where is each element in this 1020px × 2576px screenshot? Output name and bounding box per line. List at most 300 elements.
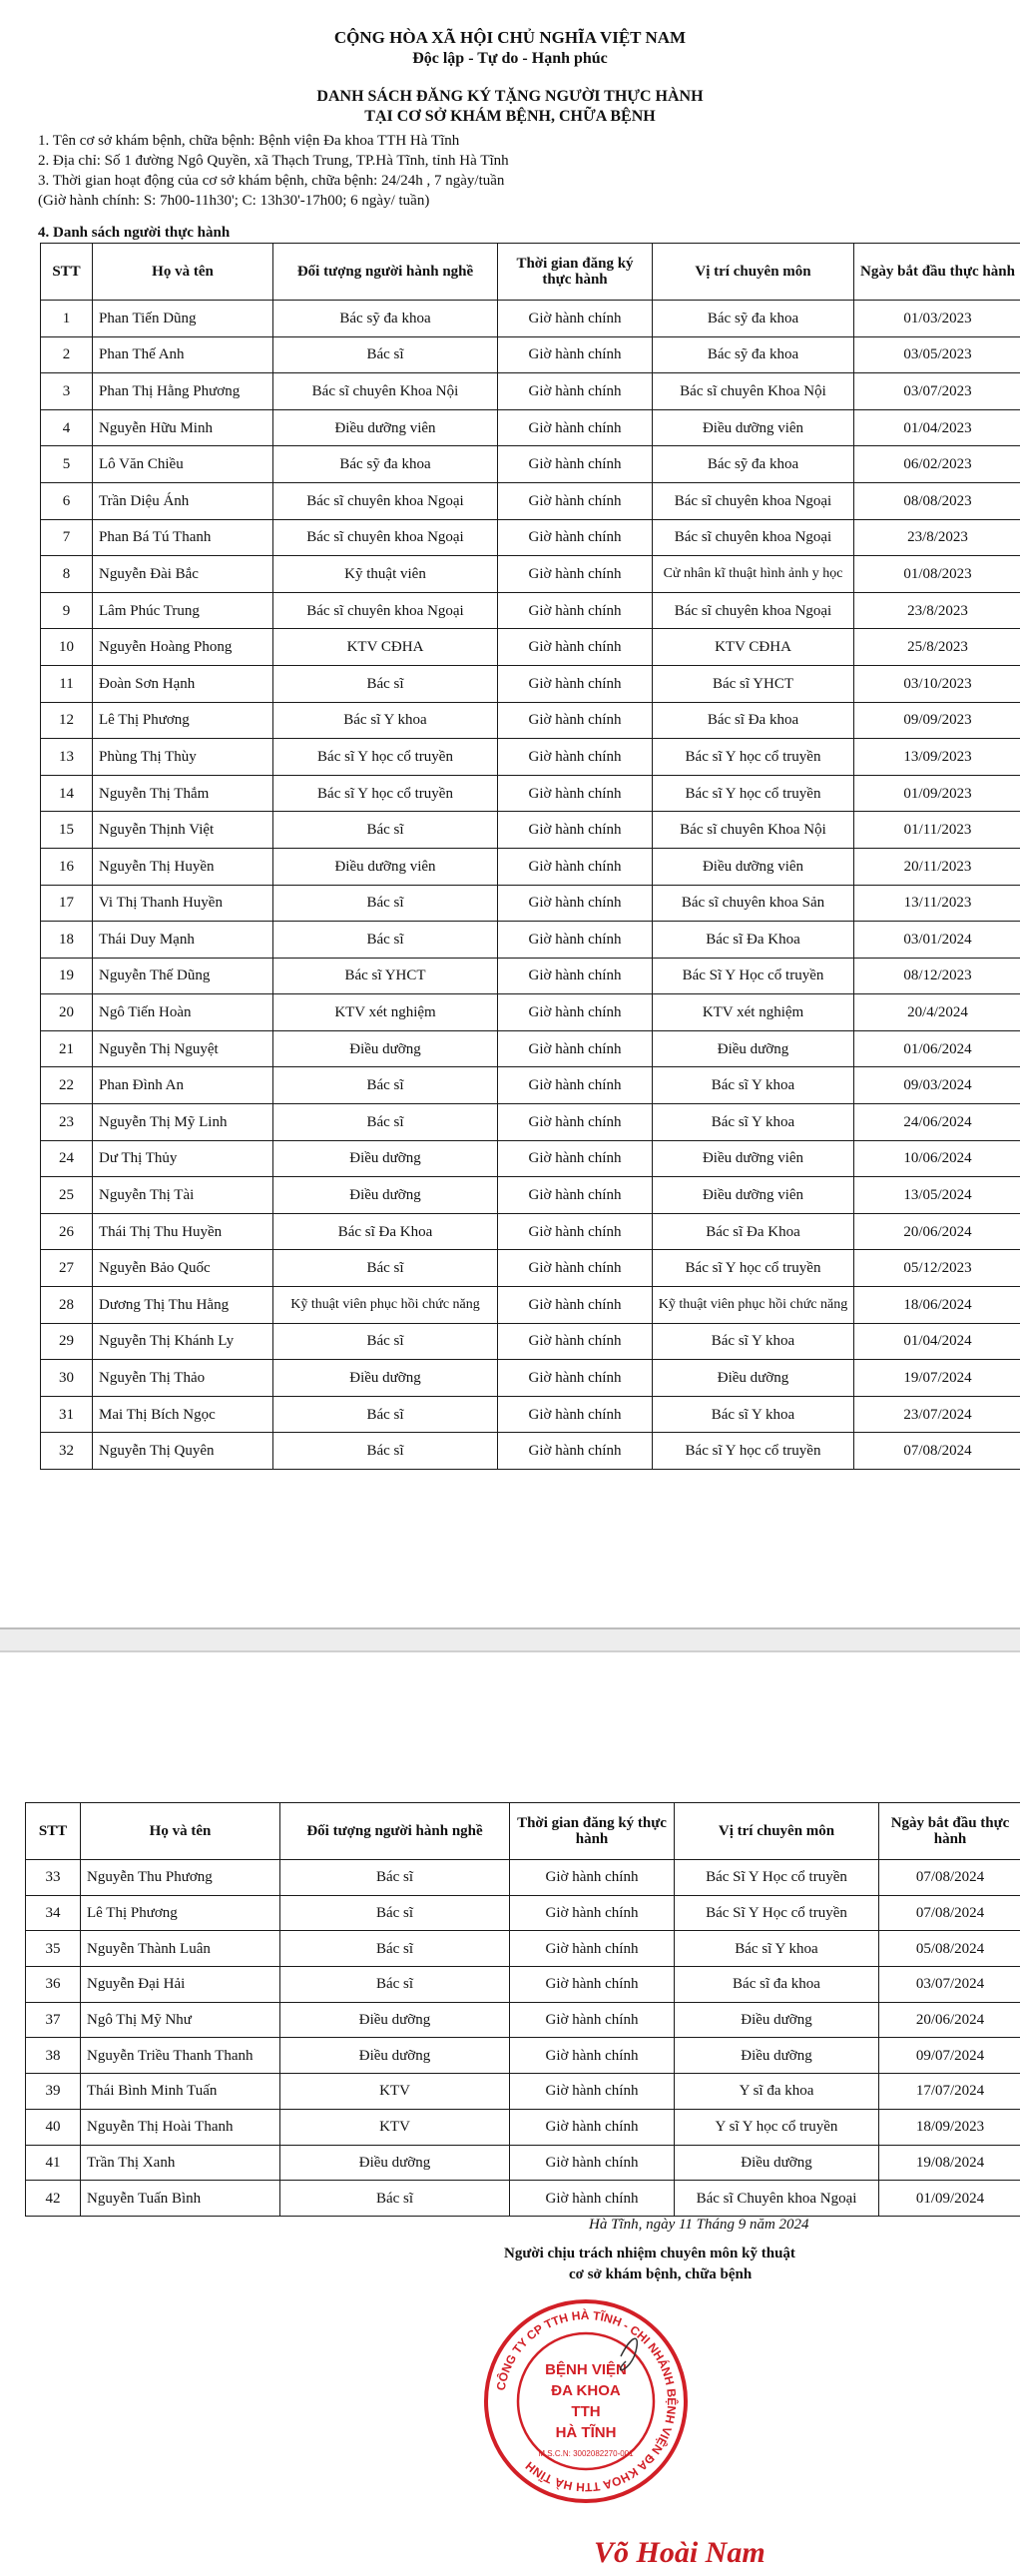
- table-row: [26, 2038, 1020, 2074]
- cell-position: Bác sĩ chuyên Khoa Nội: [653, 812, 854, 849]
- cell-reg-time: Giờ hành chính: [498, 775, 653, 812]
- cell-start-date: 01/06/2024: [854, 1030, 1020, 1067]
- cell-position: Bác sĩ Y khoa: [675, 1931, 879, 1967]
- cell-name: Nguyễn Thế Dũng: [93, 958, 273, 994]
- cell-position: Cử nhân kĩ thuật hình ảnh y học: [653, 556, 854, 593]
- cell-name: Mai Thị Bích Ngọc: [93, 1396, 273, 1433]
- facility-address-line: 2. Địa chỉ: Số 1 đường Ngô Quyền, xã Thạch Trung, TP.Hà Tĩnh, tỉnh Hà Tĩnh: [38, 153, 509, 169]
- cell-subject: KTV: [280, 2074, 510, 2110]
- cell-position: Bác sĩ Đa Khoa: [653, 922, 854, 959]
- cell-subject: Kỹ thuật viên phục hồi chức năng: [273, 1287, 498, 1324]
- signatory-role-line1: Người chịu trách nhiệm chuyên môn kỹ thuật: [504, 2246, 795, 2261]
- cell-subject: Bác sĩ: [280, 1860, 510, 1896]
- cell-start-date: 03/10/2023: [854, 665, 1020, 702]
- cell-start-date: 23/8/2023: [854, 519, 1020, 556]
- cell-reg-time: Giờ hành chính: [510, 2038, 675, 2074]
- cell-subject: Bác sĩ: [280, 1931, 510, 1967]
- table-row: [41, 373, 1020, 410]
- cell-subject: Bác sĩ: [273, 922, 498, 959]
- cell-position: Bác sĩ Y học cổ truyền: [653, 739, 854, 776]
- section-heading: 4. Danh sách người thực hành: [38, 225, 231, 241]
- cell-name: Phùng Thị Thùy: [93, 739, 273, 776]
- table-row: [41, 1433, 1020, 1470]
- cell-reg-time: Giờ hành chính: [498, 1067, 653, 1104]
- cell-subject: Điều dưỡng: [273, 1360, 498, 1397]
- table-row: [26, 2109, 1020, 2145]
- cell-position: Điều dưỡng viên: [653, 1177, 854, 1214]
- cell-subject: Bác sĩ YHCT: [273, 958, 498, 994]
- cell-reg-time: Giờ hành chính: [510, 1967, 675, 2003]
- cell-stt: 12: [41, 702, 93, 739]
- table-row: [26, 1895, 1020, 1931]
- cell-subject: Bác sĩ chuyên khoa Ngoại: [273, 592, 498, 629]
- cell-position: Bác sĩ YHCT: [653, 665, 854, 702]
- cell-name: Nguyễn Bảo Quốc: [93, 1250, 273, 1287]
- cell-stt: 21: [41, 1030, 93, 1067]
- table-row: [26, 2074, 1020, 2110]
- cell-start-date: 01/09/2024: [879, 2181, 1020, 2217]
- cell-stt: 14: [41, 775, 93, 812]
- cell-name: Ngô Thị Mỹ Như: [81, 2002, 280, 2038]
- cell-subject: Điều dưỡng: [280, 2002, 510, 2038]
- cell-start-date: 03/07/2023: [854, 373, 1020, 410]
- cell-subject: KTV CĐHA: [273, 629, 498, 666]
- col-header-reg-time: Thời gian đăng ký thực hành: [510, 1803, 675, 1860]
- table-row: [26, 1860, 1020, 1896]
- table-header-row: [26, 1803, 1020, 1860]
- cell-start-date: 17/07/2024: [879, 2074, 1020, 2110]
- cell-subject: KTV: [280, 2109, 510, 2145]
- cell-position: Điều dưỡng: [653, 1030, 854, 1067]
- stamp-text-3: TTH: [571, 2403, 601, 2420]
- cell-stt: 5: [41, 446, 93, 483]
- cell-name: Nguyễn Thị Huyền: [93, 848, 273, 885]
- cell-subject: Điều dưỡng: [273, 1030, 498, 1067]
- cell-name: Phan Thế Anh: [93, 336, 273, 373]
- cell-start-date: 18/06/2024: [854, 1287, 1020, 1324]
- cell-position: Bác sĩ Y khoa: [653, 1104, 854, 1141]
- cell-start-date: 09/07/2024: [879, 2038, 1020, 2074]
- cell-stt: 6: [41, 482, 93, 519]
- cell-position: Bác sĩ chuyên khoa Ngoại: [653, 482, 854, 519]
- cell-start-date: 23/8/2023: [854, 592, 1020, 629]
- cell-position: Y sĩ đa khoa: [675, 2074, 879, 2110]
- cell-start-date: 08/08/2023: [854, 482, 1020, 519]
- table-row: [41, 482, 1020, 519]
- cell-reg-time: Giờ hành chính: [510, 2074, 675, 2110]
- cell-name: Nguyễn Hoàng Phong: [93, 629, 273, 666]
- cell-start-date: 07/08/2024: [879, 1860, 1020, 1896]
- cell-position: Bác sỹ đa khoa: [653, 446, 854, 483]
- cell-stt: 19: [41, 958, 93, 994]
- table-row: [41, 1177, 1020, 1214]
- cell-name: Thái Duy Mạnh: [93, 922, 273, 959]
- cell-start-date: 03/05/2023: [854, 336, 1020, 373]
- cell-stt: 36: [26, 1967, 81, 2003]
- table-row: [41, 409, 1020, 446]
- cell-start-date: 07/08/2024: [854, 1433, 1020, 1470]
- cell-name: Nguyễn Thành Luân: [81, 1931, 280, 1967]
- cell-name: Nguyễn Thị Tài: [93, 1177, 273, 1214]
- cell-stt: 41: [26, 2145, 81, 2181]
- cell-start-date: 01/08/2023: [854, 556, 1020, 593]
- table-row: [41, 629, 1020, 666]
- cell-reg-time: Giờ hành chính: [498, 1360, 653, 1397]
- col-header-position: Vị trí chuyên môn: [653, 244, 854, 301]
- cell-position: KTV CĐHA: [653, 629, 854, 666]
- cell-stt: 37: [26, 2002, 81, 2038]
- cell-start-date: 20/4/2024: [854, 994, 1020, 1031]
- cell-name: Lô Văn Chiều: [93, 446, 273, 483]
- cell-subject: Bác sỹ đa khoa: [273, 446, 498, 483]
- table-row: [41, 519, 1020, 556]
- cell-subject: Bác sĩ Y học cổ truyền: [273, 739, 498, 776]
- cell-reg-time: Giờ hành chính: [510, 1860, 675, 1896]
- cell-reg-time: Giờ hành chính: [498, 409, 653, 446]
- cell-stt: 15: [41, 812, 93, 849]
- cell-name: Thái Bình Minh Tuấn: [81, 2074, 280, 2110]
- col-header-start-date: Ngày bắt đầu thực hành: [879, 1803, 1020, 1860]
- cell-name: Nguyễn Đài Bắc: [93, 556, 273, 593]
- col-header-position: Vị trí chuyên môn: [675, 1803, 879, 1860]
- cell-start-date: 13/11/2023: [854, 885, 1020, 922]
- cell-start-date: 06/02/2023: [854, 446, 1020, 483]
- cell-start-date: 01/04/2024: [854, 1323, 1020, 1360]
- cell-position: Bác sỹ đa khoa: [653, 336, 854, 373]
- cell-stt: 33: [26, 1860, 81, 1896]
- stamp-text-1: BỆNH VIỆN: [545, 2361, 627, 2378]
- cell-position: Kỹ thuật viên phục hồi chức năng: [653, 1287, 854, 1324]
- cell-reg-time: Giờ hành chính: [498, 739, 653, 776]
- table-row: [41, 1140, 1020, 1177]
- cell-subject: Điều dưỡng viên: [273, 848, 498, 885]
- col-header-name: Họ và tên: [93, 244, 273, 301]
- cell-reg-time: Giờ hành chính: [498, 556, 653, 593]
- cell-name: Dương Thị Thu Hằng: [93, 1287, 273, 1324]
- signatory-role-line2: cơ sở khám bệnh, chữa bệnh: [569, 2266, 753, 2282]
- table-row: [41, 739, 1020, 776]
- cell-name: Nguyễn Tuấn Bình: [81, 2181, 280, 2217]
- cell-start-date: 13/09/2023: [854, 739, 1020, 776]
- cell-reg-time: Giờ hành chính: [498, 1250, 653, 1287]
- cell-name: Nguyễn Thị Thảo: [93, 1360, 273, 1397]
- cell-reg-time: Giờ hành chính: [510, 2181, 675, 2217]
- cell-start-date: 20/06/2024: [854, 1213, 1020, 1250]
- cell-stt: 40: [26, 2109, 81, 2145]
- cell-start-date: 01/11/2023: [854, 812, 1020, 849]
- cell-position: Điều dưỡng: [675, 2145, 879, 2181]
- cell-start-date: 08/12/2023: [854, 958, 1020, 994]
- cell-start-date: 20/06/2024: [879, 2002, 1020, 2038]
- cell-reg-time: Giờ hành chính: [498, 1323, 653, 1360]
- cell-name: Phan Thị Hằng Phương: [93, 373, 273, 410]
- cell-stt: 32: [41, 1433, 93, 1470]
- cell-reg-time: Giờ hành chính: [498, 665, 653, 702]
- table-row: [41, 1287, 1020, 1324]
- cell-stt: 20: [41, 994, 93, 1031]
- table-row: [41, 446, 1020, 483]
- cell-reg-time: Giờ hành chính: [498, 1433, 653, 1470]
- cell-reg-time: Giờ hành chính: [498, 1213, 653, 1250]
- cell-stt: 16: [41, 848, 93, 885]
- cell-name: Phan Đình An: [93, 1067, 273, 1104]
- cell-start-date: 03/01/2024: [854, 922, 1020, 959]
- cell-reg-time: Giờ hành chính: [498, 922, 653, 959]
- cell-position: Bác sĩ Đa Khoa: [653, 1213, 854, 1250]
- cell-stt: 23: [41, 1104, 93, 1141]
- working-hours-note: (Giờ hành chính: S: 7h00-11h30'; C: 13h30'-17h00; 6 ngày/ tuần): [38, 193, 430, 209]
- cell-name: Trần Thị Xanh: [81, 2145, 280, 2181]
- cell-subject: Bác sĩ: [280, 1967, 510, 2003]
- cell-name: Trần Diệu Ánh: [93, 482, 273, 519]
- cell-subject: Điều dưỡng: [280, 2145, 510, 2181]
- cell-reg-time: Giờ hành chính: [498, 1287, 653, 1324]
- signature-date: Hà Tĩnh, ngày 11 Tháng 9 năm 2024: [589, 2217, 809, 2233]
- table-row: [41, 556, 1020, 593]
- cell-reg-time: Giờ hành chính: [498, 994, 653, 1031]
- table-row: [26, 2181, 1020, 2217]
- cell-reg-time: Giờ hành chính: [510, 2109, 675, 2145]
- cell-stt: 10: [41, 629, 93, 666]
- cell-stt: 30: [41, 1360, 93, 1397]
- cell-reg-time: Giờ hành chính: [498, 1396, 653, 1433]
- table-row: [41, 812, 1020, 849]
- cell-subject: Bác sĩ: [273, 1104, 498, 1141]
- document-title-line2: TẠI CƠ SỞ KHÁM BỆNH, CHỮA BỆNH: [364, 108, 656, 125]
- cell-position: KTV xét nghiệm: [653, 994, 854, 1031]
- cell-stt: 25: [41, 1177, 93, 1214]
- table-row: [41, 848, 1020, 885]
- cell-start-date: 18/09/2023: [879, 2109, 1020, 2145]
- cell-name: Nguyễn Thu Phương: [81, 1860, 280, 1896]
- cell-reg-time: Giờ hành chính: [510, 2002, 675, 2038]
- cell-subject: Bác sĩ: [273, 1067, 498, 1104]
- cell-position: Bác sĩ Y học cổ truyền: [653, 1433, 854, 1470]
- table-row: [41, 1030, 1020, 1067]
- cell-subject: Bác sĩ: [280, 1895, 510, 1931]
- table-row: [41, 1250, 1020, 1287]
- cell-position: Bác sĩ Y học cổ truyền: [653, 775, 854, 812]
- cell-stt: 34: [26, 1895, 81, 1931]
- cell-subject: Bác sĩ: [273, 336, 498, 373]
- cell-subject: KTV xét nghiệm: [273, 994, 498, 1031]
- cell-name: Nguyễn Thị Thắm: [93, 775, 273, 812]
- cell-subject: Bác sĩ: [273, 885, 498, 922]
- cell-position: Bác sĩ chuyên khoa Ngoại: [653, 592, 854, 629]
- table-row: [26, 1967, 1020, 2003]
- stamp-code: M.S.C.N: 3002082270-001: [538, 2449, 634, 2458]
- cell-reg-time: Giờ hành chính: [498, 958, 653, 994]
- cell-subject: Điều dưỡng: [273, 1140, 498, 1177]
- table-row: [41, 1067, 1020, 1104]
- cell-subject: Điều dưỡng viên: [273, 409, 498, 446]
- cell-reg-time: Giờ hành chính: [498, 592, 653, 629]
- cell-stt: 1: [41, 301, 93, 337]
- cell-subject: Bác sĩ Y khoa: [273, 702, 498, 739]
- cell-subject: Bác sĩ Y học cổ truyền: [273, 775, 498, 812]
- cell-position: Bác sĩ Y khoa: [653, 1323, 854, 1360]
- cell-position: Bác Sĩ Y Học cổ truyền: [675, 1860, 879, 1896]
- cell-subject: Kỹ thuật viên: [273, 556, 498, 593]
- cell-position: Điều dưỡng viên: [653, 1140, 854, 1177]
- cell-stt: 9: [41, 592, 93, 629]
- cell-start-date: 09/09/2023: [854, 702, 1020, 739]
- cell-position: Bác sỹ đa khoa: [653, 301, 854, 337]
- table-row: [41, 1323, 1020, 1360]
- table-row: [41, 702, 1020, 739]
- cell-stt: 26: [41, 1213, 93, 1250]
- cell-start-date: 25/8/2023: [854, 629, 1020, 666]
- cell-start-date: 01/04/2023: [854, 409, 1020, 446]
- cell-position: Bác sĩ chuyên khoa Sản: [653, 885, 854, 922]
- cell-stt: 7: [41, 519, 93, 556]
- cell-subject: Bác sĩ chuyên khoa Ngoại: [273, 519, 498, 556]
- stamp-ring-text: CÔNG TY CP TTH HÀ TĨNH - CHI NHÁNH BỆNH VIỆN ĐA KHOA TTH HÀ TĨNH: [493, 2307, 680, 2495]
- cell-name: Lê Thị Phương: [81, 1895, 280, 1931]
- cell-start-date: 05/12/2023: [854, 1250, 1020, 1287]
- practitioner-table-1: [40, 243, 1020, 1470]
- table-row: [41, 994, 1020, 1031]
- table-row: [26, 1931, 1020, 1967]
- table-row: [41, 1396, 1020, 1433]
- cell-subject: Bác sĩ: [280, 2181, 510, 2217]
- svg-text:CÔNG TY CP TTH HÀ TĨNH - CHI N: [494, 2307, 680, 2494]
- table-row: [41, 1104, 1020, 1141]
- national-title: CỘNG HÒA XÃ HỘI CHỦ NGHĨA VIỆT NAM: [333, 28, 687, 47]
- cell-start-date: 09/03/2024: [854, 1067, 1020, 1104]
- practitioner-table-2: [25, 1802, 1020, 2217]
- cell-subject: Bác sĩ Đa Khoa: [273, 1213, 498, 1250]
- cell-subject: Điều dưỡng: [280, 2038, 510, 2074]
- cell-reg-time: Giờ hành chính: [510, 1931, 675, 1967]
- cell-subject: Bác sỹ đa khoa: [273, 301, 498, 337]
- cell-name: Thái Thị Thu Huyền: [93, 1213, 273, 1250]
- table-row: [41, 336, 1020, 373]
- cell-position: Điều dưỡng: [675, 2038, 879, 2074]
- cell-position: Điều dưỡng: [675, 2002, 879, 2038]
- cell-name: Vi Thị Thanh Huyền: [93, 885, 273, 922]
- cell-stt: 27: [41, 1250, 93, 1287]
- cell-reg-time: Giờ hành chính: [498, 1104, 653, 1141]
- cell-start-date: 01/09/2023: [854, 775, 1020, 812]
- cell-position: Bác sĩ Chuyên khoa Ngoại: [675, 2181, 879, 2217]
- cell-reg-time: Giờ hành chính: [498, 885, 653, 922]
- cell-reg-time: Giờ hành chính: [498, 482, 653, 519]
- cell-name: Lâm Phúc Trung: [93, 592, 273, 629]
- cell-start-date: 19/07/2024: [854, 1360, 1020, 1397]
- signer-name: Võ Hoài Nam: [594, 2536, 765, 2569]
- cell-stt: 22: [41, 1067, 93, 1104]
- table-row: [41, 592, 1020, 629]
- stamp-text-2: ĐA KHOA: [551, 2382, 621, 2399]
- cell-start-date: 07/08/2024: [879, 1895, 1020, 1931]
- cell-reg-time: Giờ hành chính: [498, 848, 653, 885]
- operating-hours-line: 3. Thời gian hoạt động của cơ sở khám bệnh, chữa bệnh: 24/24h , 7 ngày/tuần: [38, 173, 505, 189]
- cell-position: Điều dưỡng viên: [653, 848, 854, 885]
- cell-position: Điều dưỡng viên: [653, 409, 854, 446]
- cell-reg-time: Giờ hành chính: [498, 1030, 653, 1067]
- cell-position: Bác sĩ Y khoa: [653, 1396, 854, 1433]
- cell-start-date: 13/05/2024: [854, 1177, 1020, 1214]
- cell-stt: 8: [41, 556, 93, 593]
- cell-reg-time: Giờ hành chính: [498, 373, 653, 410]
- cell-name: Đoàn Sơn Hạnh: [93, 665, 273, 702]
- cell-reg-time: Giờ hành chính: [498, 702, 653, 739]
- cell-subject: Bác sĩ: [273, 1250, 498, 1287]
- cell-reg-time: Giờ hành chính: [498, 519, 653, 556]
- cell-position: Bác sĩ Y khoa: [653, 1067, 854, 1104]
- cell-name: Nguyễn Thị Hoài Thanh: [81, 2109, 280, 2145]
- cell-position: Bác sĩ Đa khoa: [653, 702, 854, 739]
- cell-position: Bác sĩ chuyên khoa Ngoại: [653, 519, 854, 556]
- cell-reg-time: Giờ hành chính: [510, 2145, 675, 2181]
- cell-name: Nguyễn Đại Hải: [81, 1967, 280, 2003]
- cell-subject: Điều dưỡng: [273, 1177, 498, 1214]
- cell-position: Bác Sĩ Y Học cổ truyền: [653, 958, 854, 994]
- cell-name: Lê Thị Phương: [93, 702, 273, 739]
- cell-name: Ngô Tiến Hoàn: [93, 994, 273, 1031]
- cell-position: Điều dưỡng: [653, 1360, 854, 1397]
- cell-start-date: 23/07/2024: [854, 1396, 1020, 1433]
- table-row: [41, 958, 1020, 994]
- table-row: [41, 301, 1020, 337]
- cell-position: Bác Sĩ Y Học cổ truyền: [675, 1895, 879, 1931]
- page-separator: [0, 1627, 1020, 1652]
- cell-start-date: 10/06/2024: [854, 1140, 1020, 1177]
- national-motto: Độc lập - Tự do - Hạnh phúc: [412, 50, 608, 67]
- cell-reg-time: Giờ hành chính: [498, 812, 653, 849]
- cell-name: Nguyễn Thị Mỹ Linh: [93, 1104, 273, 1141]
- cell-reg-time: Giờ hành chính: [498, 1177, 653, 1214]
- col-header-start-date: Ngày bắt đầu thực hành: [854, 244, 1020, 301]
- cell-stt: 4: [41, 409, 93, 446]
- col-header-name: Họ và tên: [81, 1803, 280, 1860]
- table-row: [41, 1213, 1020, 1250]
- cell-stt: 11: [41, 665, 93, 702]
- cell-name: Phan Tiến Dũng: [93, 301, 273, 337]
- cell-stt: 2: [41, 336, 93, 373]
- cell-subject: Bác sĩ: [273, 1396, 498, 1433]
- cell-subject: Bác sĩ: [273, 1433, 498, 1470]
- cell-name: Nguyễn Thị Khánh Ly: [93, 1323, 273, 1360]
- cell-subject: Bác sĩ chuyên khoa Ngoại: [273, 482, 498, 519]
- cell-start-date: 03/07/2024: [879, 1967, 1020, 2003]
- table-row: [41, 775, 1020, 812]
- cell-stt: 28: [41, 1287, 93, 1324]
- cell-start-date: 05/08/2024: [879, 1931, 1020, 1967]
- cell-stt: 39: [26, 2074, 81, 2110]
- cell-position: Bác sĩ chuyên Khoa Nội: [653, 373, 854, 410]
- table-header-row: [41, 244, 1020, 301]
- cell-position: Bác sĩ Y học cổ truyền: [653, 1250, 854, 1287]
- table-row: [41, 665, 1020, 702]
- cell-stt: 13: [41, 739, 93, 776]
- facility-name-line: 1. Tên cơ sở khám bệnh, chữa bệnh: Bệnh viện Đa khoa TTH Hà Tĩnh: [38, 133, 460, 149]
- cell-name: Nguyễn Hữu Minh: [93, 409, 273, 446]
- table-row: [41, 885, 1020, 922]
- table-row: [26, 2002, 1020, 2038]
- cell-stt: 42: [26, 2181, 81, 2217]
- cell-position: Bác sĩ đa khoa: [675, 1967, 879, 2003]
- cell-name: Dư Thị Thủy: [93, 1140, 273, 1177]
- cell-reg-time: Giờ hành chính: [510, 1895, 675, 1931]
- cell-subject: Bác sĩ: [273, 812, 498, 849]
- cell-subject: Bác sĩ chuyên Khoa Nội: [273, 373, 498, 410]
- cell-name: Nguyễn Thị Quyên: [93, 1433, 273, 1470]
- cell-stt: 31: [41, 1396, 93, 1433]
- stamp-text-4: HÀ TĨNH: [555, 2424, 617, 2441]
- cell-name: Nguyễn Triều Thanh Thanh: [81, 2038, 280, 2074]
